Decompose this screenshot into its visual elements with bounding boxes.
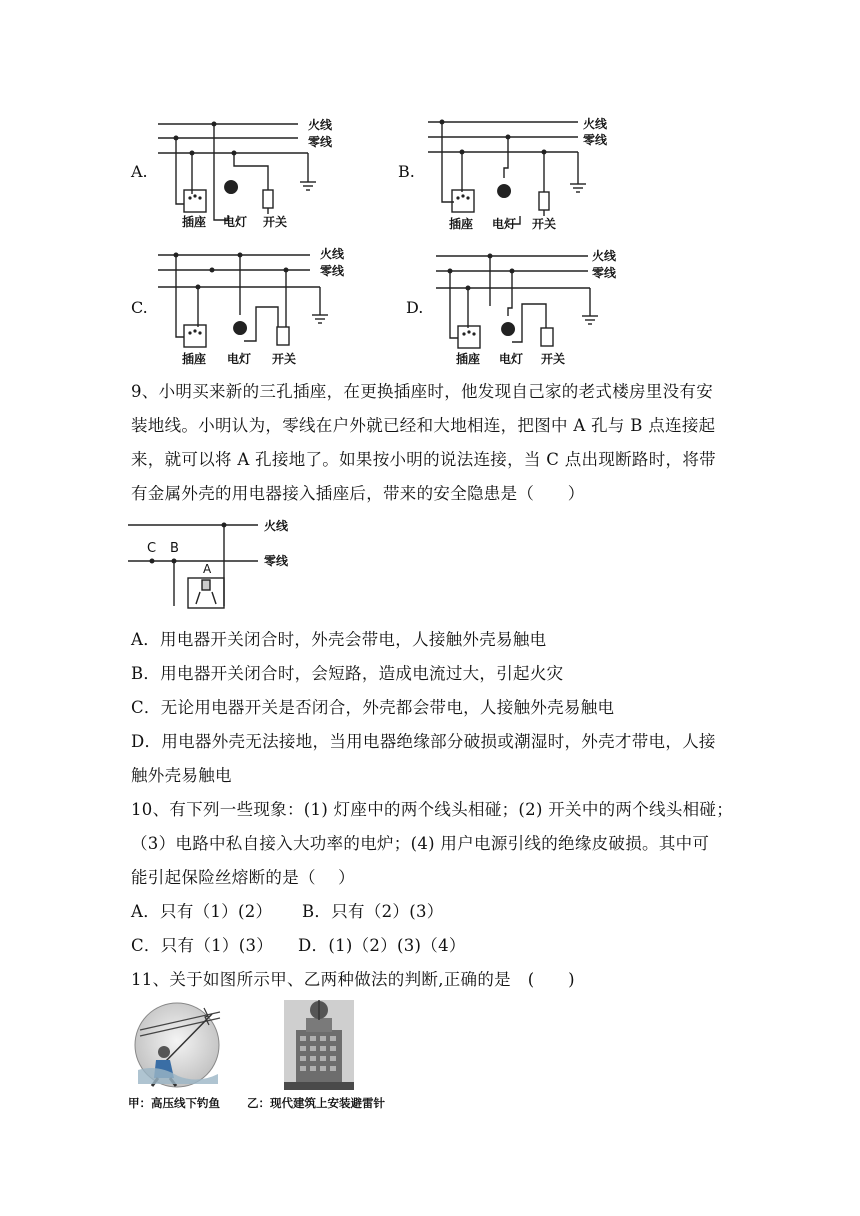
switch-label-b: 开关 [532,217,557,231]
q10-line-3: 能引起保险丝熔断的是（ ） [131,868,355,887]
q9-option-d-cont: 触外壳易触电 [131,766,232,785]
socket-label-a: 插座 [182,215,207,229]
live-wire-label-a: 火线 [308,118,333,132]
q9-line-3: 来，就可以将 A 孔接地了。如果按小明的说法连接，当 C 点出现断路时，将带 [131,450,716,469]
hole-a-label: A [203,562,212,576]
q10-option-c: C．只有（1）(3） [131,936,274,955]
socket-label-b: 插座 [449,217,474,231]
q11-line: 11、关于如图所示甲、乙两种做法的判断,正确的是 ( ) [131,970,575,989]
q9-option-d: D．用电器外壳无法接地，当用电器绝缘部分破损或潮湿时，外壳才带电，人接 [131,732,716,751]
q9-option-b: B．用电器开关闭合时，会短路，造成电流过大，引起火灾 [131,664,564,683]
neutral-wire-label-d: 零线 [592,266,617,280]
fishing-under-power-line-image [130,1000,225,1090]
neutral-wire-label-c: 零线 [320,264,345,278]
q10-line-2: （3）电路中私自接入大功率的电炉；(4) 用户电源引线的绝缘皮破损。其中可 [131,834,710,853]
switch-label-c: 开关 [272,352,297,366]
q9-line-2: 装地线。小明认为，零线在户外就已经和大地相连，把图中 A 孔与 B 点连接起 [131,416,716,435]
live-wire-label-c: 火线 [320,247,345,261]
option-b-letter: B. [398,162,415,181]
option-d-letter: D. [406,298,424,317]
q9-option-c: C．无论用电器开关是否闭合，外壳都会带电，人接触外壳易触电 [131,698,615,717]
lamp-label-b: 电灯 [492,217,517,231]
option-c-letter: C. [131,298,148,317]
q10-option-a: A．只有（1）(2） [131,902,273,921]
point-c-label: C [147,541,157,556]
q9-line-1: 9、小明买来新的三孔插座，在更换插座时，他发现自己家的老式楼房里没有安 [131,382,713,401]
building-lightning-rod-image [284,1000,354,1090]
caption-yi: 乙：现代建筑上安装避雷针 [247,1096,385,1110]
live-wire-label-b: 火线 [583,117,608,131]
q9-line-4: 有金属外壳的用电器接入插座后，带来的安全隐患是（ ） [131,484,585,503]
socket-label-c: 插座 [182,352,207,366]
live-wire-label-d: 火线 [592,249,617,263]
lamp-label-a: 电灯 [223,215,248,229]
option-a-letter: A. [131,162,148,181]
caption-jia: 甲：高压线下钓鱼 [128,1096,220,1110]
neutral-wire-label-a: 零线 [308,135,333,149]
socket-label-d: 插座 [456,352,481,366]
lamp-label-d: 电灯 [499,352,524,366]
fig-live-wire-label: 火线 [264,519,289,533]
q10-option-b: B．只有（2）(3） [302,902,444,921]
point-b-label: B [170,541,179,556]
q10-option-d: D．(1)（2）(3)（4） [298,936,466,955]
switch-label-d: 开关 [541,352,566,366]
lamp-label-c: 电灯 [227,352,252,366]
fig-neutral-wire-label: 零线 [264,554,289,568]
switch-label-a: 开关 [263,215,288,229]
q9-option-a: A．用电器开关闭合时，外壳会带电，人接触外壳易触电 [131,630,547,649]
q10-line-1: 10、有下列一些现象：(1) 灯座中的两个线头相碰；(2) 开关中的两个线头相碰； [131,800,734,819]
neutral-wire-label-b: 零线 [583,133,608,147]
